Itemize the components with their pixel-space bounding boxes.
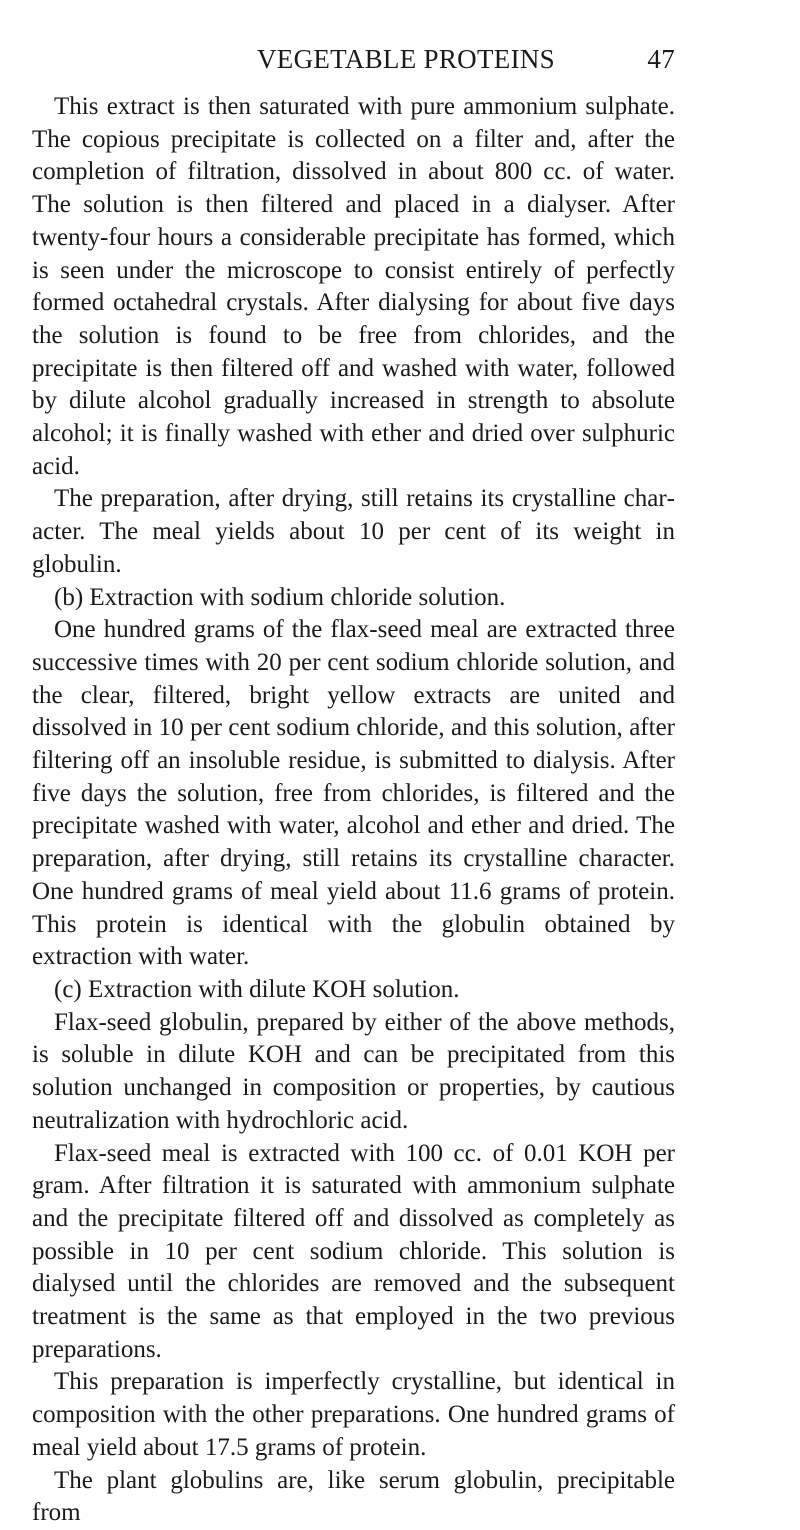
paragraph-koh-method: Flax-seed meal is extracted with 100 cc. of 0.01 KOH per gram. After filtration it is saturated with ammonium sulphate and the precipitate filtered off and dissolved as completely as possible in 10 per cent sodium chloride. This solution is dialysed until the chlorides are removed and the subsequent treatment is the same as that employed in the two previous preparations. (32, 1139, 675, 1363)
page-number: 47 (647, 44, 675, 74)
subheading-koh-extraction: (c) Extraction with dilute KOH solution. (54, 975, 460, 1003)
paragraph-dialysis-procedure: This extract is then saturated with pure ammonium sulphate. The copious precipitate is collected on a filter and, after the completion of filtration, dissolved in about 800 cc. of water. The solution is then filtered and placed in a dialyser. After twenty-four hours a considerable precipitate has formed, which is seen under the microscope to consist entirely of perfectly formed octahedral crystals. After dialysing for about five days the solution is found to be free from chlorides, and the precipitate is then filtered off and washed with water, followed by dilute alcohol gradually increased in strength to absolute alcohol; it is finally washed with ether and dried over sulphuric acid. (32, 93, 675, 480)
paragraph-preparation-yield: The preparation, after drying, still retains its crystalline character. The meal yields about 10 per cent of its weight in globulin. (32, 485, 675, 578)
paragraph-plant-globulins: The plant globulins are, like serum globulin, precipitable from (32, 1466, 675, 1527)
subheading-sodium-chloride-extraction: (b) Extraction with sodium chloride solution. (54, 583, 506, 611)
paragraph-koh-result: This preparation is imperfectly crystalline, but identical in composition with the other preparations. One hundred grams of meal yield about 17.5 grams of protein. (32, 1368, 675, 1461)
paragraph-sodium-chloride-method: One hundred grams of the flax-seed meal are extracted three successive times with 20 per cent sodium chloride solution, and the clear, filtered, bright yellow extracts are united and dissolved in 10 per cent sodium chloride, and this solution, after filtering off an insoluble residue, is submitted to dialysis. After five days the solution, free from chlorides, is filtered and the precipitate washed with water, alcohol and ether and dried. The preparation, after drying, still retains its crystalline character. One hundred grams of meal yield about 11.6 grams of protein. This protein is identical with the globulin obtained by extraction with water. (32, 616, 675, 971)
body-text (32, 91, 675, 1530)
paragraph-koh-solubility: Flax-seed globulin, prepared by either of the above methods, is soluble in dilute KOH and can be precipitated from this solution unchanged in composition or properties, by cautious neutralization with hydrochloric acid. (32, 1008, 675, 1134)
running-head (32, 44, 675, 84)
running-title: VEGETABLE PROTEINS (257, 44, 555, 74)
